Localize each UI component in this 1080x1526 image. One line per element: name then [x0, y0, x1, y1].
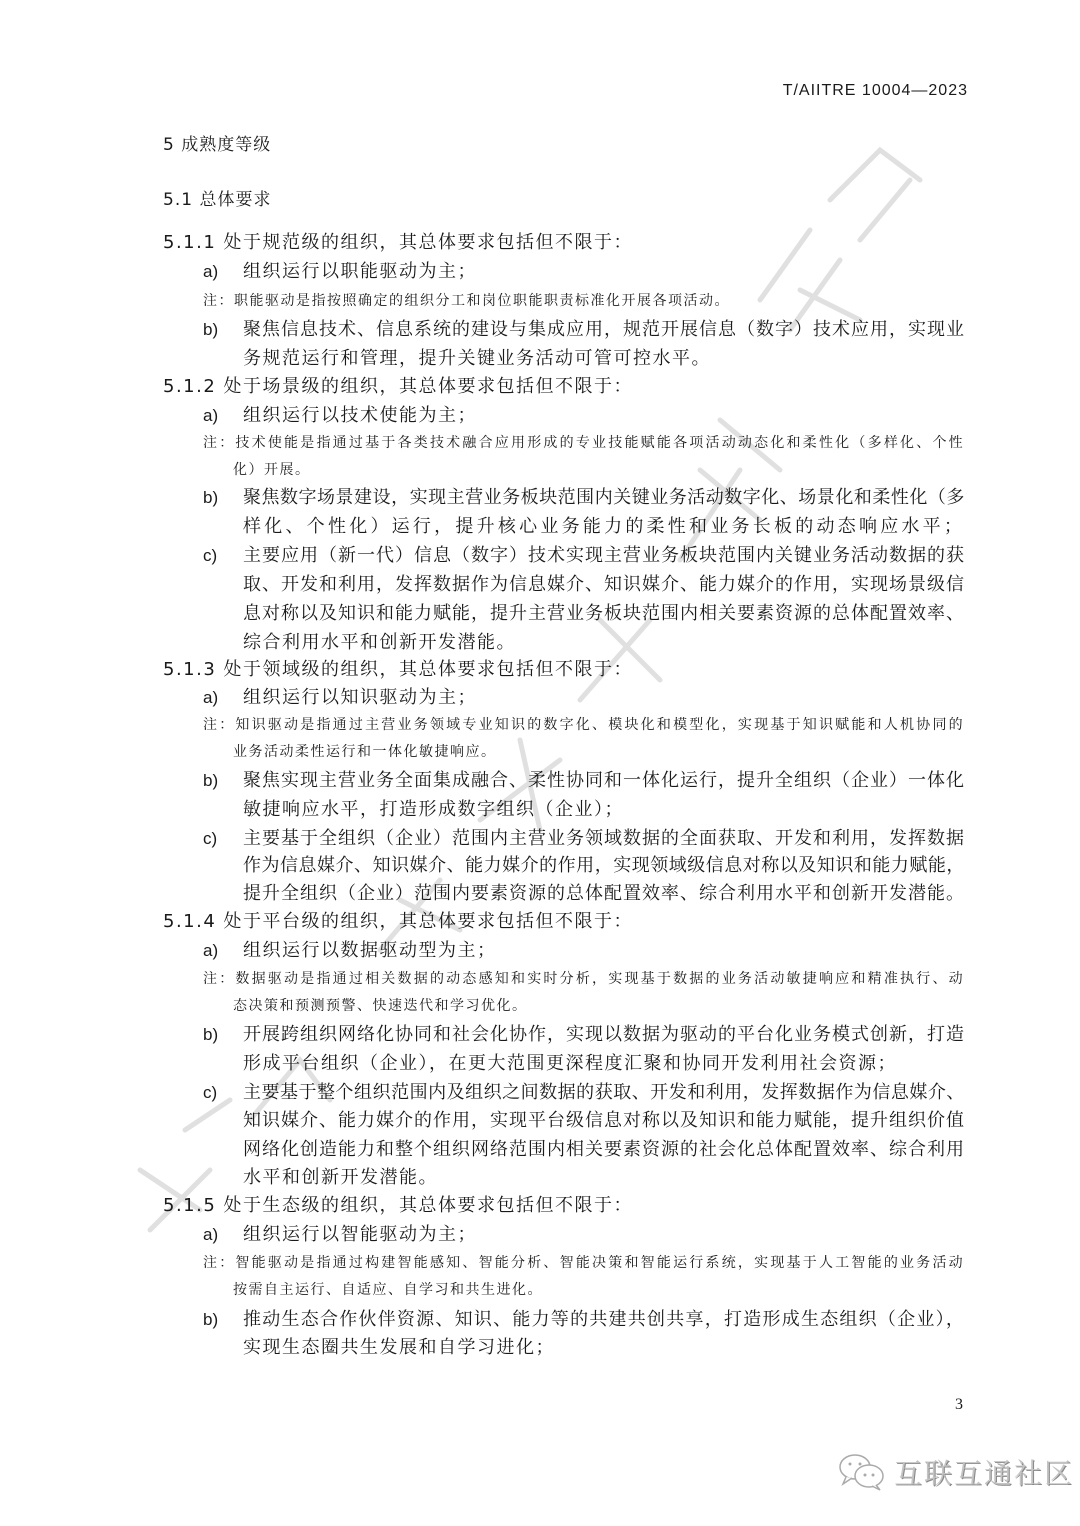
- note-text: 注：职能驱动是指按照确定的组织分工和岗位职能职责标准化开展各项活动。: [203, 293, 730, 309]
- list-item-continuation: 实现生态圈共生发展和自学习进化；: [243, 1337, 555, 1358]
- list-item-label: a): [203, 1225, 219, 1244]
- clause-heading: 5.1.4 处于平台级的组织，其总体要求包括但不限于：: [163, 911, 634, 932]
- wechat-icon: [838, 1452, 886, 1492]
- brand-name: 互联互通社区: [894, 1457, 1075, 1490]
- list-item-text: 组织运行以知识驱动为主；: [243, 687, 477, 708]
- list-item-label: a): [203, 262, 219, 281]
- list-item-text: 推动生态合作伙伴资源、知识、能力等的共建共创共享，打造形成生态组织（企业），: [243, 1309, 966, 1330]
- list-item-continuation: 知识媒介、能力媒介的作用，实现平台级信息对称以及知识和能力赋能，提升组织价值: [243, 1110, 965, 1131]
- list-item-label: b): [203, 488, 219, 507]
- clause-heading: 5.1.1 处于规范级的组织，其总体要求包括但不限于：: [163, 232, 634, 253]
- list-item-text: 聚焦数字场景建设，实现主营业务板块范围内关键业务活动数字化、场景化和柔性化（多: [243, 487, 965, 508]
- wechat-watermark: [838, 1452, 1074, 1492]
- note-continuation: 按需自主运行、自适应、自学习和共生进化。: [233, 1282, 543, 1298]
- note-continuation: 业务活动柔性运行和一体化敏捷响应。: [233, 744, 497, 760]
- list-item-text: 主要基于整个组织范围内及组织之间数据的获取、开发和利用，发挥数据作为信息媒介、: [243, 1082, 965, 1103]
- list-item-text: 组织运行以职能驱动为主；: [243, 261, 477, 282]
- list-item-label: c): [203, 829, 218, 848]
- list-item-continuation: 网络化创造能力和整个组织网络范围内相关要素资源的社会化总体配置效率、综合利用: [243, 1139, 965, 1160]
- subsection-heading: 5.1 总体要求: [163, 190, 272, 210]
- list-item-continuation: 形成平台组织（企业），在更大范围更深程度汇聚和协同开发利用社会资源；: [243, 1053, 897, 1074]
- clause-heading: 5.1.2 处于场景级的组织，其总体要求包括但不限于：: [163, 376, 634, 397]
- list-item-text: 主要基于全组织（企业）范围内主营业务领域数据的全面获取、开发和利用，发挥数据: [243, 828, 965, 849]
- note-text: 注：智能驱动是指通过构建智能感知、智能分析、智能决策和智能运行系统，实现基于人工智能的业务活动: [203, 1255, 965, 1271]
- note-text: 注：知识驱动是指通过主营业务领域专业知识的数字化、模块化和模型化，实现基于知识赋能和人机协同的: [203, 717, 965, 733]
- list-item-label: b): [203, 771, 219, 790]
- clause-heading: 5.1.3 处于领域级的组织，其总体要求包括但不限于：: [163, 659, 634, 680]
- list-item-label: a): [203, 406, 219, 425]
- list-item-text: 组织运行以智能驱动为主；: [243, 1224, 477, 1245]
- list-item-label: b): [203, 1310, 219, 1329]
- document-code: T/AIITRE 10004—2023: [782, 82, 968, 99]
- list-item-continuation: 取、开发和利用，发挥数据作为信息媒介、知识媒介、能力媒介的作用，实现场景级信: [243, 574, 965, 595]
- list-item-continuation: 务规范运行和管理，提升关键业务活动可管可控水平。: [243, 348, 711, 369]
- page-number: 3: [955, 1396, 963, 1413]
- list-item-continuation: 综合利用水平和创新开发潜能。: [243, 632, 516, 653]
- list-item-text: 组织运行以数据驱动型为主；: [243, 940, 497, 961]
- list-item-continuation: 作为信息媒介、知识媒介、能力媒介的作用，实现领域级信息对称以及知识和能力赋能，: [243, 855, 965, 876]
- clause-heading: 5.1.5 处于生态级的组织，其总体要求包括但不限于：: [163, 1195, 634, 1216]
- note-text: 注：技术使能是指通过基于各类技术融合应用形成的专业技能赋能各项活动动态化和柔性化（多样化、个性: [203, 435, 965, 451]
- list-item-continuation: 敏捷响应水平，打造形成数字组织（企业）；: [243, 799, 624, 820]
- list-item-label: c): [203, 1083, 218, 1102]
- list-item-text: 组织运行以技术使能为主；: [243, 405, 477, 426]
- list-item-label: b): [203, 1025, 219, 1044]
- list-item-label: a): [203, 941, 219, 960]
- list-item-text: 开展跨组织网络化协同和社会化协作，实现以数据为驱动的平台化业务模式创新，打造: [243, 1024, 965, 1045]
- list-item-continuation: 息对称以及知识和能力赋能，提升主营业务板块范围内相关要素资源的总体配置效率、: [243, 603, 965, 624]
- note-continuation: 化）开展。: [233, 462, 311, 478]
- list-item-text: 聚焦信息技术、信息系统的建设与集成应用，规范开展信息（数字）技术应用，实现业: [243, 319, 965, 340]
- list-item-text: 聚焦实现主营业务全面集成融合、柔性协同和一体化运行，提升全组织（企业）一体化: [243, 770, 965, 791]
- list-item-continuation: 水平和创新开发潜能。: [243, 1167, 438, 1188]
- list-item-text: 主要应用（新一代）信息（数字）技术实现主营业务板块范围内关键业务活动数据的获: [243, 545, 965, 566]
- section-heading: 5 成熟度等级: [163, 135, 272, 155]
- note-text: 注：数据驱动是指通过相关数据的动态感知和实时分析，实现基于数据的业务活动敏捷响应和精准执行、动: [203, 971, 965, 987]
- list-item-label: c): [203, 546, 218, 565]
- list-item-label: b): [203, 320, 219, 339]
- list-item-continuation: 样化、个性化）运行，提升核心业务能力的柔性和业务长板的动态响应水平；: [243, 516, 966, 537]
- note-continuation: 态决策和预测预警、快速迭代和学习优化。: [233, 998, 528, 1014]
- list-item-continuation: 提升全组织（企业）范围内要素资源的总体配置效率、综合利用水平和创新开发潜能。: [243, 883, 965, 904]
- list-item-label: a): [203, 688, 219, 707]
